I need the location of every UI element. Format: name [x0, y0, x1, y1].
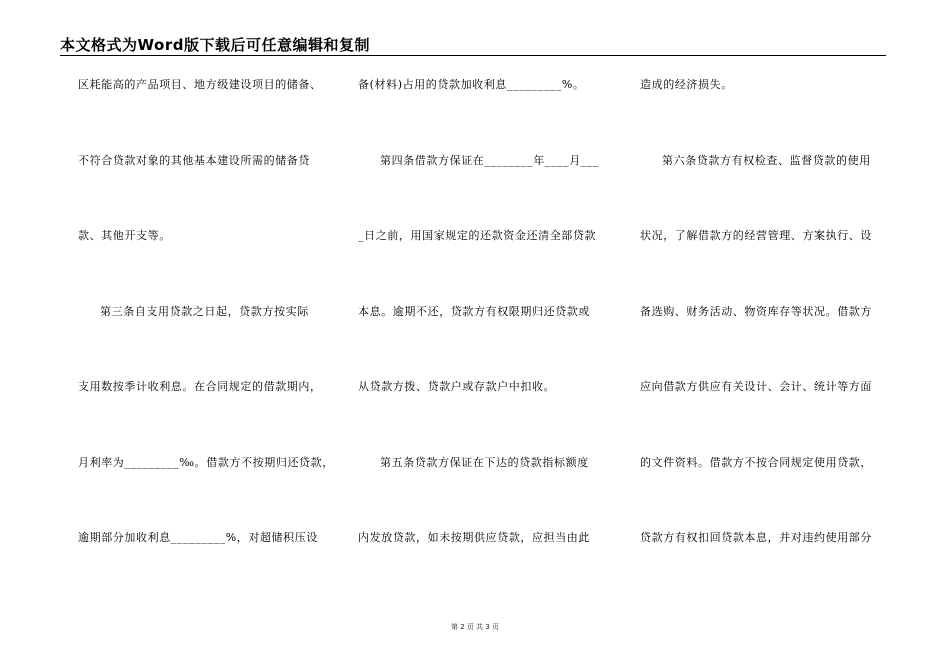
text-line: 第四条借款方保证在________年____月___	[380, 153, 600, 167]
text-line: 备(材料)占用的贷款加收利息_________%。	[358, 78, 585, 91]
text-line: 本息。逾期不还，贷款方有权限期归还贷款或	[358, 304, 590, 318]
text-line: 月利率为_________‰。借款方不按期归还贷款，	[78, 455, 334, 469]
text-line: 贷款方有权扣回贷款本息，并对违约使用部分	[640, 531, 872, 544]
text-line: 支用数按季计收利息。在合同规定的借款期内，	[78, 380, 322, 393]
text-line: 第三条自支用贷款之日起，贷款方按实际	[100, 304, 309, 318]
text-column-2	[358, 77, 608, 606]
text-line: 第六条贷款方有权检查、监督贷款的使用	[662, 153, 871, 167]
text-line: 不符合贷款对象的其他基本建设所需的储备贷	[78, 153, 310, 167]
document-header-title: 本文格式为Word版下载后可任意编辑和复制	[60, 36, 370, 54]
text-line: _日之前，用国家规定的还款资金还清全部贷款	[358, 229, 597, 242]
text-line: 第五条贷款方保证在下达的贷款指标额度	[380, 455, 589, 469]
text-line: 造成的经济损失。	[640, 78, 733, 91]
text-column-1	[78, 77, 334, 606]
text-line: 逾期部分加收利息_________%，对超储积压设	[78, 531, 318, 544]
text-line: 内发放贷款，如未按期供应贷款，应担当由此	[358, 531, 590, 544]
text-line: 状况，了解借款方的经营管理、方案执行、设	[640, 229, 872, 242]
text-line: 的文件资料。借款方不按合同规定使用贷款，	[640, 455, 872, 469]
text-line: 备选购、财务活动、物资库存等状况。借款方	[640, 304, 872, 318]
page-number-footer: 第 2 页 共 3 页	[450, 623, 500, 631]
text-line: 从贷款方拨、贷款户或存款户中扣收。	[358, 380, 556, 393]
text-line: 款、其他开支等。	[78, 229, 171, 242]
header-divider	[60, 55, 886, 56]
text-column-3	[640, 77, 890, 606]
text-line: 区耗能高的产品项目、地方级建设项目的储备、	[78, 78, 322, 91]
text-line: 应向借款方供应有关设计、会计、统计等方面	[640, 380, 872, 393]
